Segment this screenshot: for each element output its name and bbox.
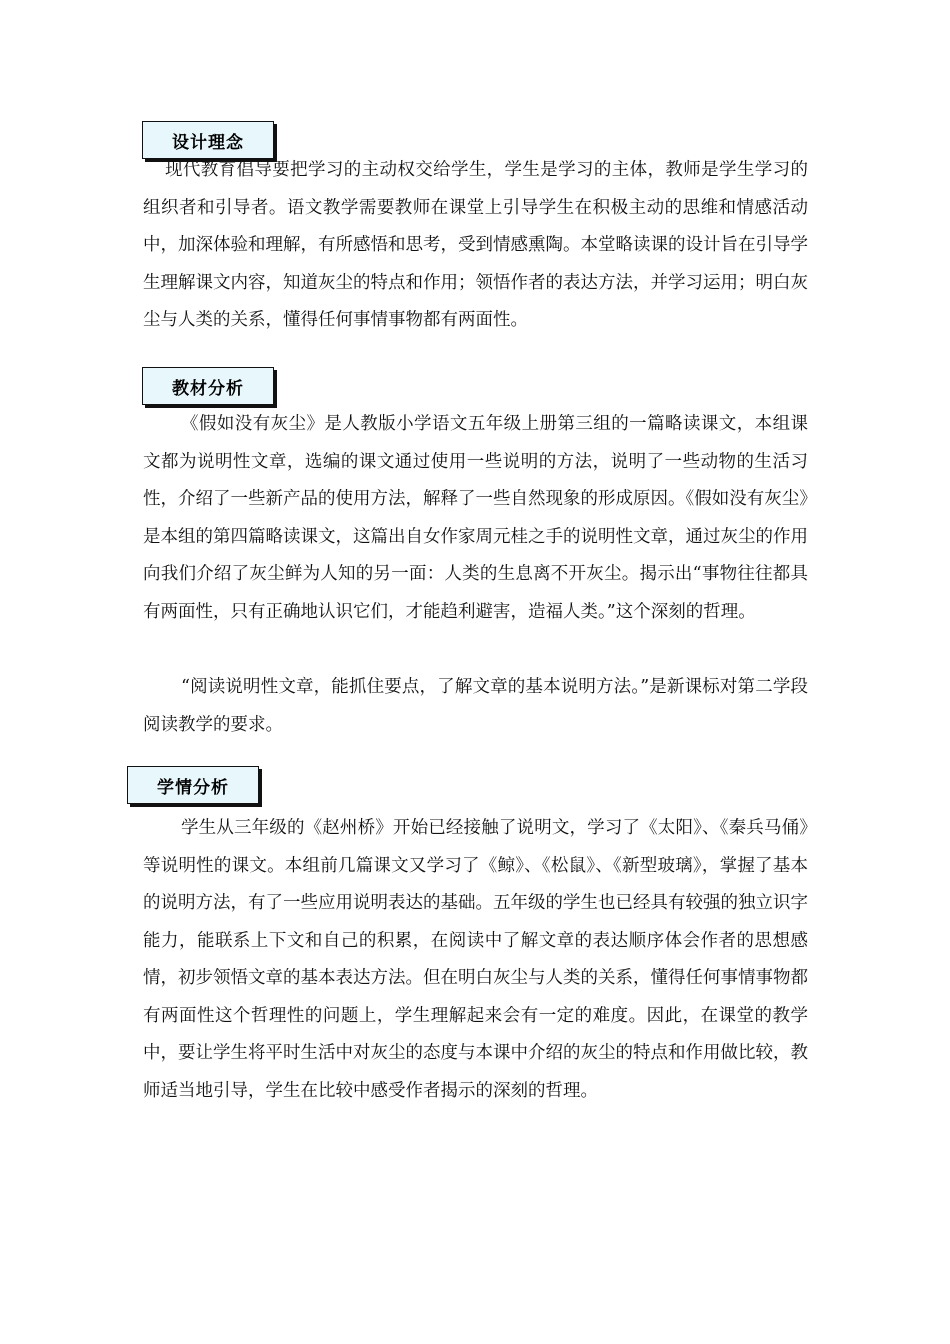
material-paragraph-1: 《假如没有灰尘》是人教版小学语文五年级上册第三组的一篇略读课文，本组课文都为说明性文章，选编的课文通过使用一些说明的方法，说明了一些动物的生活习性，介绍了一些新产品的使用方法，解释了一些自然现象的形成原因。《假如没有灰尘》是本组的第四篇略读课文，这篇出自女作家周元桂之手的说明性文章，通过灰尘的作用向我们介绍了灰尘鲜为人知的另一面：人类的生息离不开灰尘。揭示出“事物往往都具有两面性，只有正确地认识它们，才能趋利避害，造福人类。”这个深刻的哲理。 bbox=[143, 414, 808, 622]
design-paragraph: 现代教育倡导要把学习的主动权交给学生，学生是学习的主体，教师是学生学习的组织者和引导者。语文教学需要教师在课堂上引导学生在积极主动的思维和情感活动中，加深体验和理解，有所感悟和思考，受到情感熏陶。本堂略读课的设计旨在引导学生理解课文内容，知道灰尘的特点和作用；领悟作者的表达方法，并学习运用；明白灰尘与人类的关系，懂得任何事情事物都有两面性。 bbox=[143, 160, 808, 330]
section-heading-students: 学情分析 bbox=[127, 766, 259, 804]
material-paragraph-2: “阅读说明性文章，能抓住要点，了解文章的基本说明方法。”是新课标对第二学段阅读教学的要求。 bbox=[143, 677, 808, 735]
section-heading-design: 设计理念 bbox=[142, 121, 274, 159]
section-heading-material: 教材分析 bbox=[142, 367, 274, 405]
students-paragraph: 学生从三年级的《赵州桥》开始已经接触了说明文，学习了《太阳》、《秦兵马俑》等说明性的课文。本组前几篇课文又学习了《鲸》、《松鼠》、《新型玻璃》，掌握了基本的说明方法，有了一些应用说明表达的基础。五年级的学生也已经具有较强的独立识字能力，能联系上下文和自己的积累，在阅读中了解文章的表达顺序体会作者的思想感情，初步领悟文章的基本表达方法。但在明白灰尘与人类的关系，懂得任何事情事物都有两面性这个哲理性的问题上，学生理解起来会有一定的难度。因此，在课堂的教学中，要让学生将平时生活中对灰尘的态度与本课中介绍的灰尘的特点和作用做比较，教师适当地引导，学生在比较中感受作者揭示的深刻的哲理。 bbox=[143, 818, 808, 1101]
